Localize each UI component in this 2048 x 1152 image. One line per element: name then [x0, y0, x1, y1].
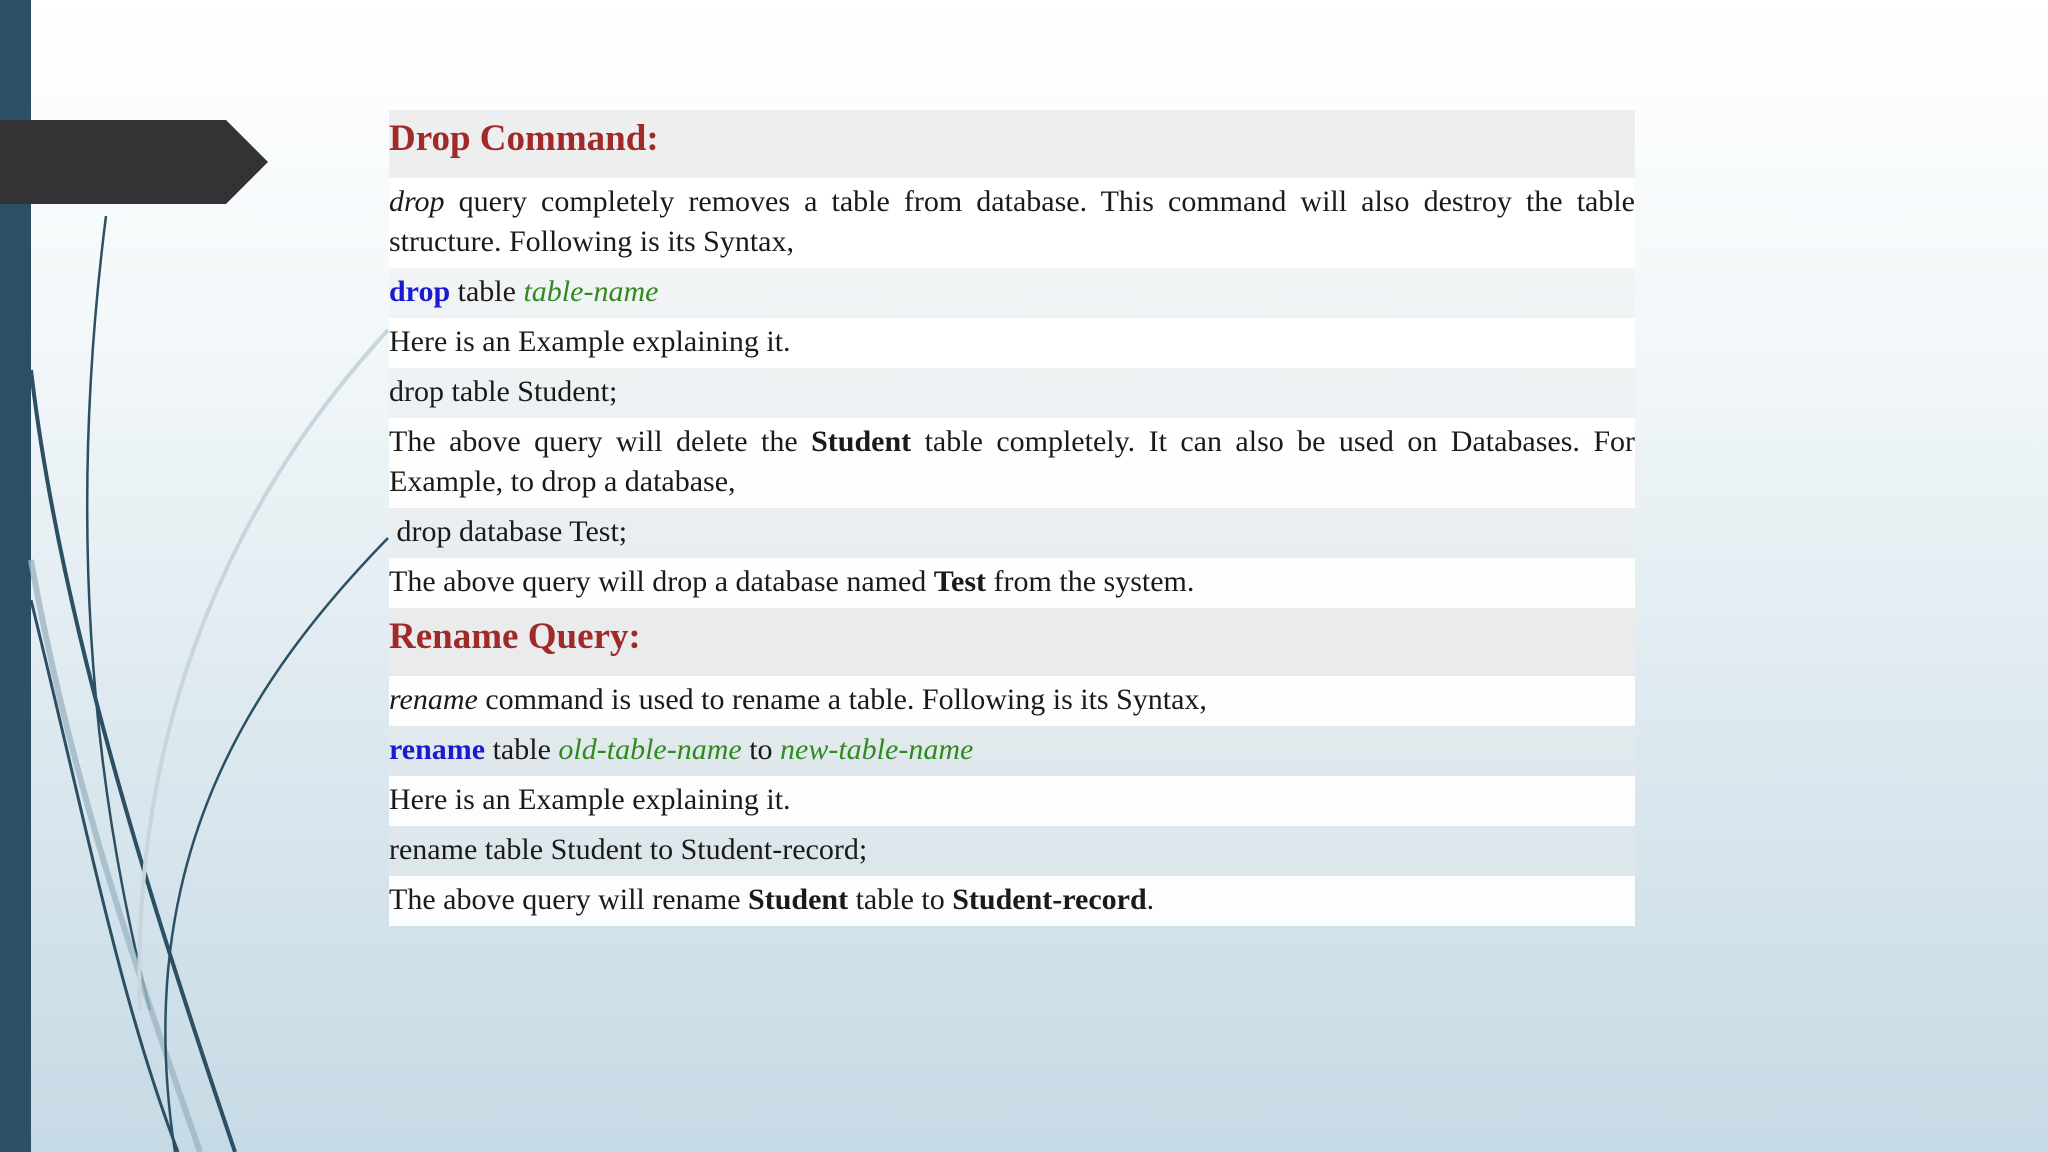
- rename-intro-paragraph: [389, 676, 1635, 726]
- title-arrow-tab: [0, 120, 268, 204]
- drop-syntax: [389, 268, 1635, 318]
- drop-example-intro: Here is an Example explaining it.: [389, 318, 1635, 368]
- rename-explain-a: The above query will rename: [389, 883, 749, 916]
- drop-intro-keyword: drop: [389, 185, 445, 218]
- rename-explain-bold-2: Student-record: [952, 883, 1147, 916]
- rename-syntax-arg-old: old-table-name: [558, 733, 742, 766]
- drop-database-explanation: [389, 558, 1635, 608]
- drop-example-code: drop table Student;: [389, 368, 1635, 418]
- rename-syntax: [389, 726, 1635, 776]
- drop-command-heading: Drop Command:: [389, 110, 1635, 178]
- rename-query-heading: Rename Query:: [389, 608, 1635, 676]
- drop-explanation-text-a: The above query will delete the: [389, 425, 812, 458]
- rename-explain-bold-1: Student: [748, 883, 849, 916]
- rename-example-code: rename table Student to Student-record;: [389, 826, 1635, 876]
- drop-database-code: drop database Test;: [389, 508, 1635, 558]
- drop-intro-text: query completely removes a table from database. This command will also destroy the table structure. Following is its Syntax,: [389, 185, 1635, 258]
- drop-db-explain-a: The above query will drop a database named: [389, 565, 934, 598]
- slide-content: [389, 110, 1635, 926]
- drop-explanation-bold: Student: [811, 425, 912, 458]
- rename-explain-end: .: [1146, 883, 1155, 916]
- rename-intro-keyword: rename: [389, 683, 478, 716]
- rename-syntax-to: to: [741, 733, 781, 766]
- rename-syntax-mid: table: [485, 733, 559, 766]
- rename-explanation: [389, 876, 1635, 926]
- drop-intro-paragraph: [389, 178, 1635, 268]
- rename-example-intro: Here is an Example explaining it.: [389, 776, 1635, 826]
- drop-explanation-text-b: table completely. It can also be used on Databases. For Example, to drop a database,: [389, 425, 1635, 498]
- rename-intro-text: command is used to rename a table. Following is its Syntax,: [477, 683, 1207, 716]
- drop-syntax-keyword: drop: [389, 275, 451, 308]
- drop-db-explain-bold: Test: [933, 565, 987, 598]
- drop-db-explain-b: from the system.: [986, 565, 1195, 598]
- drop-syntax-argument: table-name: [523, 275, 659, 308]
- drop-explanation: [389, 418, 1635, 508]
- rename-syntax-keyword: rename: [389, 733, 486, 766]
- drop-syntax-mid: table: [450, 275, 524, 308]
- rename-explain-mid: table to: [848, 883, 953, 916]
- rename-syntax-arg-new: new-table-name: [780, 733, 974, 766]
